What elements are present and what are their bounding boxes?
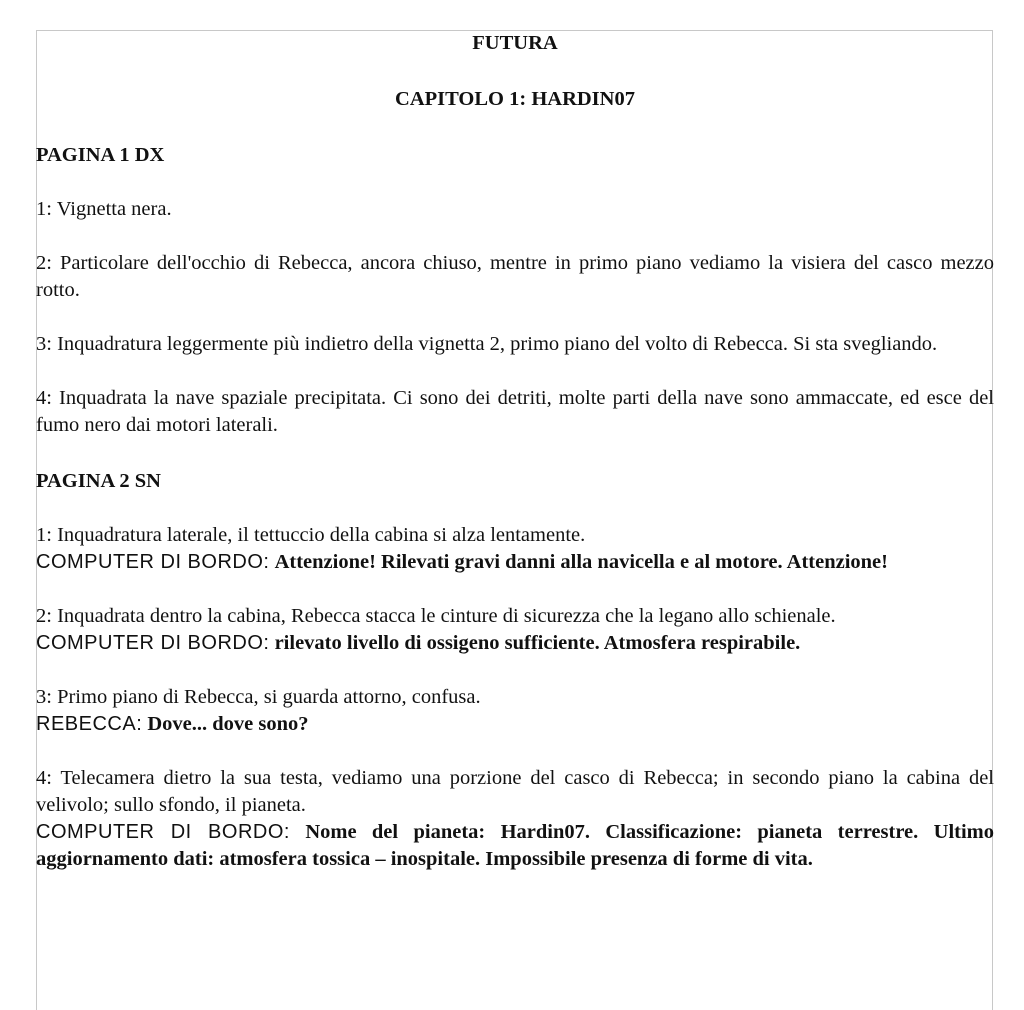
speaker-label: COMPUTER DI BORDO:: [36, 821, 290, 843]
panel-description: 3: Inquadratura leggermente più indietro della vignetta 2, primo piano del volto di Rebecca. Si sta svegliando.: [36, 333, 938, 355]
panel-description: 4: Inquadrata la nave spaziale precipitata. Ci sono dei detriti, molte parti della nave sono ammaccate, ed esce del fumo nero dai motori laterali.: [36, 387, 994, 436]
panel-block: [36, 684, 994, 738]
panel-description: 1: Inquadratura laterale, il tettuccio della cabina si alza lentamente.: [36, 524, 586, 546]
panel-block: [36, 522, 994, 576]
speech-text: rilevato livello di ossigeno sufficiente. Atmosfera respirabile.: [274, 632, 801, 654]
panel-description: 2: Particolare dell'occhio di Rebecca, ancora chiuso, mentre in primo piano vediamo la visiera del casco mezzo rotto.: [36, 252, 994, 301]
dialogue-line: [36, 711, 994, 738]
panel-block: [36, 603, 994, 657]
speaker-label: COMPUTER DI BORDO:: [36, 632, 270, 654]
page-heading: PAGINA 1 DX: [36, 144, 165, 166]
speaker-label: REBECCA:: [36, 713, 143, 735]
speaker-label: COMPUTER DI BORDO:: [36, 551, 270, 573]
panel-description: 3: Primo piano di Rebecca, si guarda attorno, confusa.: [36, 686, 481, 708]
panel-description: 2: Inquadrata dentro la cabina, Rebecca stacca le cinture di sicurezza che la legano allo schienale.: [36, 605, 836, 627]
chapter-title: CAPITOLO 1: HARDIN07: [395, 88, 635, 110]
dialogue-line: [36, 630, 994, 657]
page-heading: PAGINA 2 SN: [36, 470, 161, 492]
dialogue-line: [36, 819, 994, 873]
panel-description: 1: Vignetta nera.: [36, 198, 172, 220]
document-body[interactable]: [36, 30, 994, 873]
panel-block: [36, 765, 994, 873]
speech-text: Nome del pianeta: Hardin07. Classificazione: pianeta terrestre. Ultimo aggiornamento dati: atmosfera tossica – inospitale. Impossibile presenza di forme di vita.: [36, 821, 994, 870]
speech-text: Dove... dove sono?: [147, 713, 309, 735]
dialogue-line: [36, 549, 994, 576]
panel-description: 4: Telecamera dietro la sua testa, vediamo una porzione del casco di Rebecca; in secondo piano la cabina del velivolo; sullo sfondo, il pianeta.: [36, 767, 994, 816]
doc-title: FUTURA: [472, 32, 558, 54]
speech-text: Attenzione! Rilevati gravi danni alla navicella e al motore. Attenzione!: [274, 551, 888, 573]
